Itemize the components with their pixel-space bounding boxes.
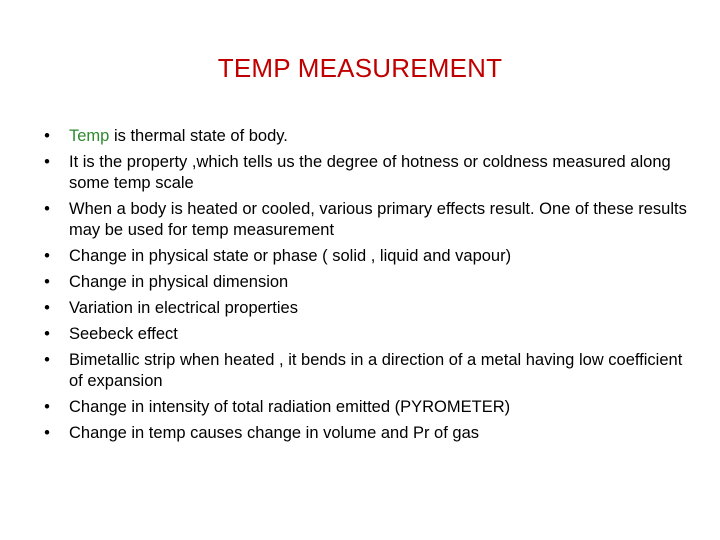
bullet-icon: • — [44, 247, 50, 265]
bullet-text: When a body is heated or cooled, various primary effects result. One of these results may be used for temp measurement — [69, 200, 687, 239]
list-item — [42, 246, 692, 267]
bullet-text: Bimetallic strip when heated , it bends in a direction of a metal having low coefficient of expansion — [69, 351, 683, 390]
list-item — [42, 324, 692, 345]
highlighted-term: Temp — [69, 127, 110, 145]
bullet-icon: • — [44, 398, 50, 416]
list-item — [42, 152, 692, 194]
slide-title: TEMP MEASUREMENT — [217, 53, 503, 83]
bullet-text: Change in physical state or phase ( solid , liquid and vapour) — [69, 247, 512, 265]
list-item — [42, 298, 692, 319]
bullet-text: Seebeck effect — [69, 325, 178, 343]
bullet-text: is thermal state of body. — [109, 127, 288, 145]
bullet-list — [42, 126, 692, 449]
bullet-text: Change in intensity of total radiation emitted (PYROMETER) — [69, 398, 511, 416]
bullet-icon: • — [44, 299, 50, 317]
bullet-icon: • — [44, 325, 50, 343]
list-item — [42, 423, 692, 444]
bullet-icon: • — [44, 273, 50, 291]
bullet-icon: • — [44, 153, 50, 171]
bullet-text: It is the property ,which tells us the degree of hotness or coldness measured along some temp scale — [69, 153, 671, 192]
bullet-text: Change in temp causes change in volume and Pr of gas — [69, 424, 480, 442]
bullet-text: Change in physical dimension — [69, 273, 289, 291]
bullet-icon: • — [44, 351, 50, 369]
list-item — [42, 126, 692, 147]
bullet-icon: • — [44, 424, 50, 442]
bullet-icon: • — [44, 127, 50, 145]
list-item — [42, 199, 692, 241]
list-item — [42, 272, 692, 293]
bullet-text: Variation in electrical properties — [69, 299, 298, 317]
list-item — [42, 397, 692, 418]
bullet-icon: • — [44, 200, 50, 218]
list-item — [42, 350, 692, 392]
